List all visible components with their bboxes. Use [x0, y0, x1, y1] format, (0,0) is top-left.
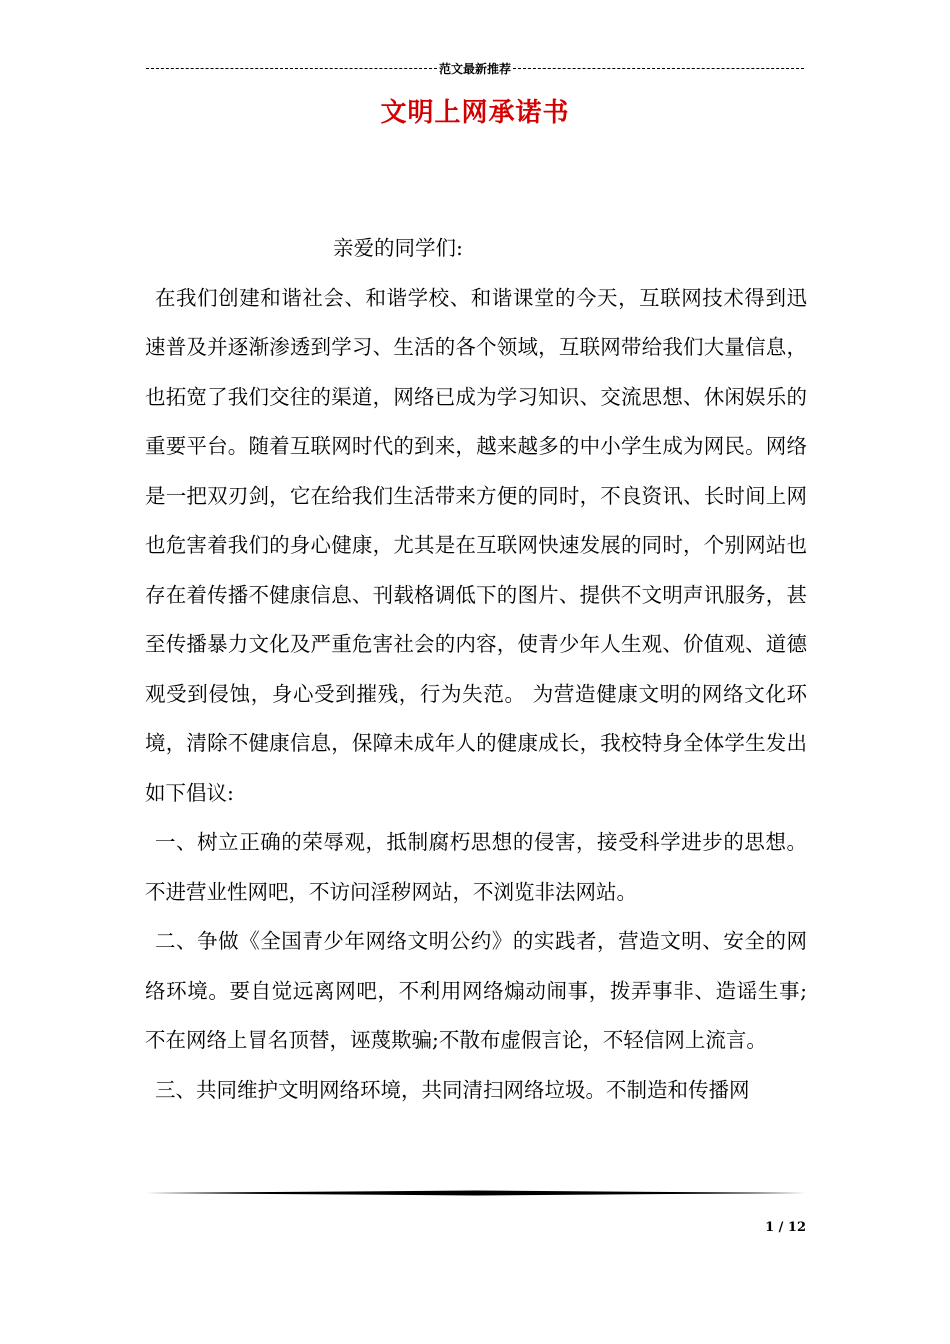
header-label: 范文最新推荐 [439, 61, 512, 76]
page-header [146, 58, 804, 78]
page-number: 1 / 12 [765, 1220, 806, 1235]
paragraph-item-2: 二、争做《全国青少年网络文明公约》的实践者，营造文明、安全的网络环境。要自觉远离网吧，不利用网络煽动闹事，拨弄事非、造谣生事;不在网络上冒名顶替，诬蔑欺骗;不散布虚假言论，不轻信网上流言。 [145, 929, 807, 1052]
header-dash-left [146, 68, 437, 69]
header-dash-right [513, 68, 804, 69]
footer-rule [146, 1190, 806, 1196]
document-body [145, 224, 807, 1115]
paragraph-item-1: 一、树立正确的荣辱观，抵制腐朽思想的侵害，接受科学进步的思想。不进营业性网吧，不访问淫秽网站，不浏览非法网站。 [145, 830, 807, 904]
greeting: 亲爱的同学们: [333, 236, 463, 260]
paragraph-intro: 在我们创建和谐社会、和谐学校、和谐课堂的今天，互联网技术得到迅速普及并逐渐渗透到学习、生活的各个领域，互联网带给我们大量信息，也拓宽了我们交往的渠道，网络已成为学习知识、交流思想、休闲娱乐的重要平台。随着互联网时代的到来，越来越多的中小学生成为网民。网络是一把双刃剑，它在给我们生活带来方便的同时，不良资讯、长时间上网也危害着我们的身心健康，尤其是在互联网快速发展的同时，个别网站也存在着传播不健康信息、刊载格调低下的图片、提供不文明声讯服务，甚至传播暴力文化及严重危害社会的内容，使青少年人生观、价值观、道德观受到侵蚀，身心受到摧残，行为失范。 为营造健康文明的网络文化环境，清除不健康信息，保障未成年人的健康成长，我校特身全体学生发出如下倡议: [145, 285, 807, 805]
document-title: 文明上网承诺书 [380, 98, 570, 128]
paragraph-item-3: 三、共同维护文明网络环境，共同清扫网络垃圾。不制造和传播网 [155, 1077, 750, 1102]
